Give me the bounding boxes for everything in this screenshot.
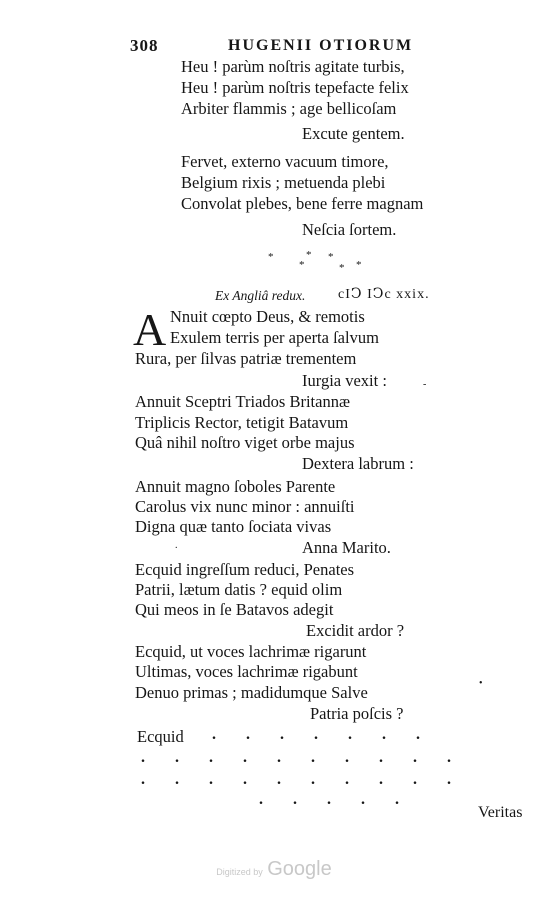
watermark-prefix: Digitized by	[216, 867, 263, 877]
verse-line: Triplicis Rector, tetigit Batavum	[135, 413, 349, 432]
watermark-brand: Google	[267, 858, 332, 880]
asterism-star: *	[339, 262, 345, 274]
print-mark: .	[175, 540, 178, 551]
catchword: Veritas	[478, 804, 523, 821]
ellipsis-row: . . . . . . . . . .	[141, 749, 464, 766]
verse-line: Annuit magno ſoboles Parente	[135, 477, 336, 496]
verse-line: Patrii, lætum datis ? equid olim	[135, 580, 343, 599]
asterism-star: *	[356, 259, 362, 271]
asterism-star: *	[268, 251, 274, 263]
ellipsis-row: . . . . .	[259, 791, 412, 808]
asterism-star: *	[306, 249, 312, 261]
verse-line: Heu ! parùm noſtris agitate turbis,	[181, 57, 405, 76]
running-title: HUGENII OTIORUM	[228, 37, 414, 54]
digitization-watermark	[0, 858, 548, 881]
page-number: 308	[130, 36, 159, 55]
verse-line-indented: Patria poſcis ?	[310, 704, 404, 723]
verse-line: Annuit Sceptri Triados Britannæ	[135, 392, 350, 411]
verse-line: Quâ nihil noſtro viget orbe majus	[135, 433, 355, 452]
verse-line: Carolus vix nunc minor : annuiſti	[135, 497, 355, 516]
verse-line: Exulem terris per aperta ſalvum	[170, 328, 379, 347]
verse-line: Ecquid ingreſſum reduci, Penates	[135, 560, 355, 579]
print-mark: -	[423, 379, 427, 390]
verse-line: Fervet, externo vacuum timore,	[181, 152, 389, 171]
verse-line: Ultimas, voces lachrimæ rigabunt	[135, 662, 358, 681]
print-mark: •	[479, 678, 483, 689]
ellipsis-row: . . . . . . .	[212, 726, 433, 743]
verse-line-indented: Neſcia ſortem.	[302, 220, 397, 239]
verse-line: Convolat plebes, bene ferre magnam	[181, 194, 424, 213]
verse-line: Ecquid	[137, 727, 184, 746]
verse-line: Ecquid, ut voces lachrimæ rigarunt	[135, 642, 367, 661]
verse-line-indented: Iurgia vexit :	[302, 371, 387, 390]
verse-line-indented: Dextera labrum :	[302, 454, 414, 473]
verse-line: Heu ! parùm noſtris tepefacte felix	[181, 78, 409, 97]
drop-cap: A	[133, 304, 167, 355]
poem-title: Ex Angliâ redux.	[215, 288, 306, 303]
verse-line-indented: Excidit ardor ?	[306, 621, 405, 640]
verse-line: Rura, per ſilvas patriæ trementem	[135, 349, 357, 368]
poem-date: cIↃ IↃc xxix.	[338, 287, 430, 302]
verse-line: Digna quæ tanto ſociata vivas	[135, 517, 332, 536]
verse-line: Nnuit cœpto Deus, & remotis	[170, 307, 365, 326]
verse-line: Qui meos in ſe Batavos adegit	[135, 600, 334, 619]
asterism-star: *	[299, 259, 305, 271]
verse-line-indented: Excute gentem.	[302, 124, 405, 143]
asterism-star: *	[328, 251, 334, 263]
verse-line: Arbiter flammis ; age bellicoſam	[181, 99, 397, 118]
ellipsis-row: . . . . . . . . . .	[141, 771, 464, 788]
verse-line: Denuo primas ; madidumque Salve	[135, 683, 368, 702]
verse-line-indented: Anna Marito.	[302, 538, 391, 557]
verse-line: Belgium rixis ; metuenda plebi	[181, 173, 386, 192]
